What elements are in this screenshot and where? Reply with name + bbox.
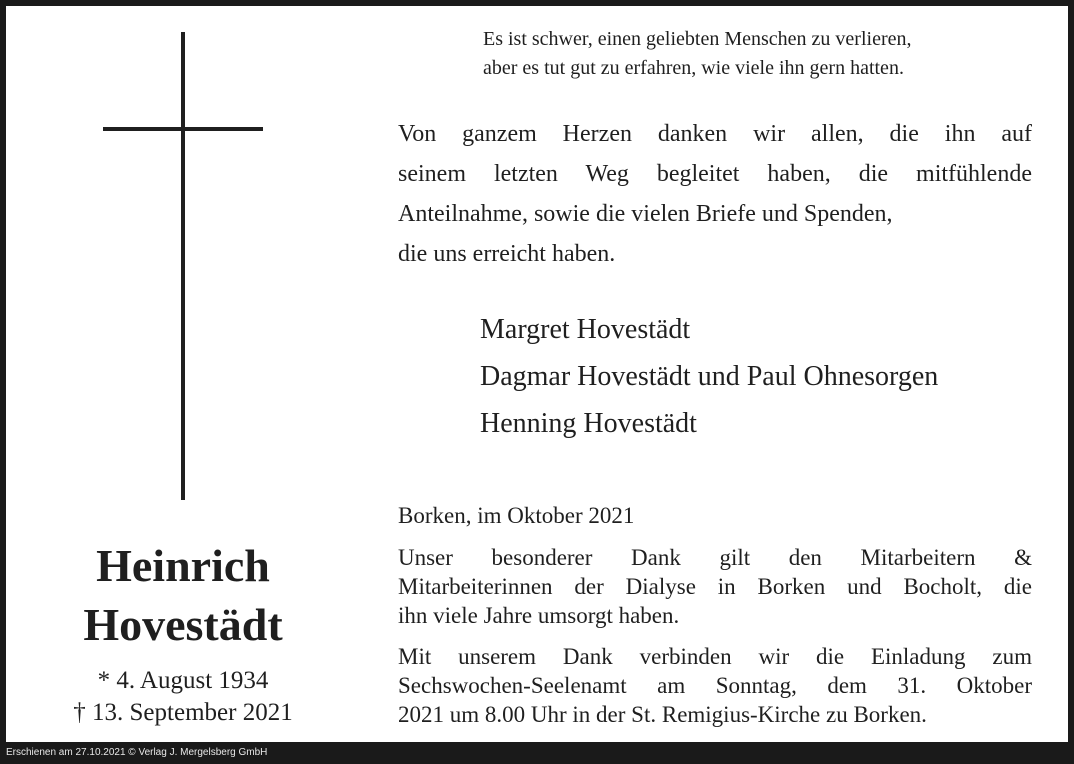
thanks-line: die uns erreicht haben. xyxy=(398,241,616,267)
signers-list xyxy=(480,306,938,447)
publication-footer: Erschienen am 27.10.2021 © Verlag J. Mergelsberg GmbH xyxy=(6,747,268,758)
thanks-line: Anteilnahme, sowie die vielen Briefe und Spenden, xyxy=(398,201,893,227)
quote-line: Es ist schwer, einen geliebten Menschen zu verlieren, xyxy=(483,28,912,50)
obituary-card xyxy=(6,6,1068,742)
deceased-first-name: Heinrich xyxy=(96,540,270,591)
deceased-last-name: Hovestädt xyxy=(83,599,283,650)
signer-name: Dagmar Hovestädt und Paul Ohnesorgen xyxy=(480,361,939,392)
invitation-line: Mit unserem Dank verbinden wir die Einladung zum xyxy=(398,644,1032,669)
invitation-paragraph xyxy=(398,642,1032,729)
birth-date: * 4. August 1934 xyxy=(97,667,269,694)
invitation-line: Sechswochen-Seelenamt am Sonntag, dem 31. Oktober xyxy=(398,673,1032,698)
cross-horizontal-bar xyxy=(103,127,263,131)
cross-vertical-bar xyxy=(181,32,185,500)
quote-line: aber es tut gut zu erfahren, wie viele ihn gern hatten. xyxy=(483,57,904,79)
special-thanks-line: Mitarbeiterinnen der Dialyse in Borken und Bocholt, die xyxy=(398,574,1032,599)
special-thanks-line: ihn viele Jahre umsorgt haben. xyxy=(398,603,680,628)
signer-name: Margret Hovestädt xyxy=(480,314,691,345)
thanks-line: Von ganzem Herzen danken wir allen, die ihn auf xyxy=(398,121,1032,147)
special-thanks-line: Unser besonderer Dank gilt den Mitarbeitern & xyxy=(398,545,1032,570)
signer-name: Henning Hovestädt xyxy=(480,408,697,439)
invitation-line: 2021 um 8.00 Uhr in der St. Remigius-Kirche zu Borken. xyxy=(398,702,927,727)
thanks-paragraph xyxy=(398,114,1032,274)
quote xyxy=(483,25,912,83)
special-thanks-paragraph xyxy=(398,543,1032,630)
place-date: Borken, im Oktober 2021 xyxy=(398,503,635,528)
thanks-line: seinem letzten Weg begleitet haben, die mitfühlende xyxy=(398,161,1032,187)
death-date: † 13. September 2021 xyxy=(73,699,293,726)
